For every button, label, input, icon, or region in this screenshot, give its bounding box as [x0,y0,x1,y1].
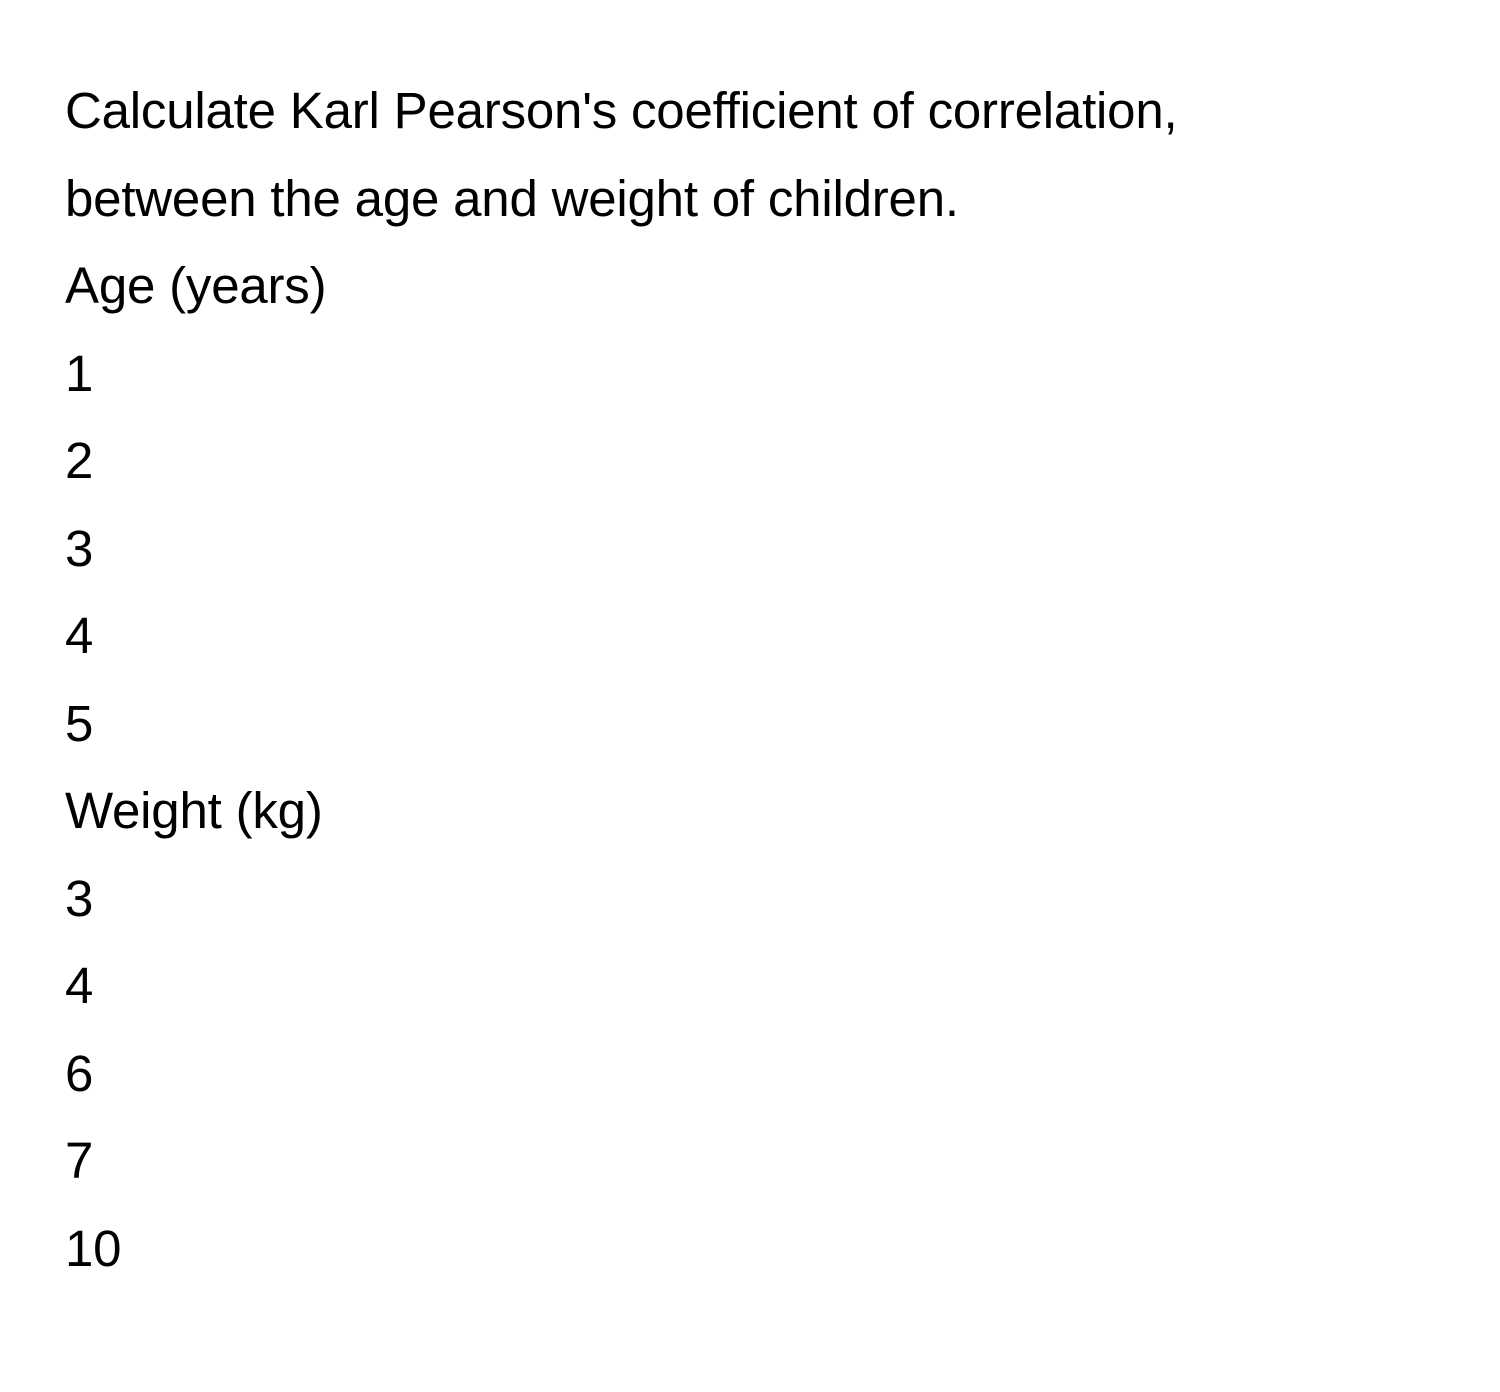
weight-value: 6 [65,1044,94,1102]
age-label: Age (years) [65,257,327,314]
question-text-line-1: Calculate Karl Pearson's coefficient of correlation, [65,82,1178,139]
question-text-line-2: between the age and weight of children. [65,169,959,227]
age-value: 1 [65,344,94,402]
age-value: 4 [65,607,94,664]
weight-value: 3 [65,869,94,927]
weight-value: 4 [65,957,94,1014]
age-value: 5 [65,694,94,752]
age-value: 3 [65,519,94,577]
age-value: 2 [65,432,94,489]
weight-value: 7 [65,1132,94,1189]
weight-value: 10 [65,1219,122,1277]
question-document [65,67,1440,1292]
weight-label: Weight (kg) [65,782,323,839]
